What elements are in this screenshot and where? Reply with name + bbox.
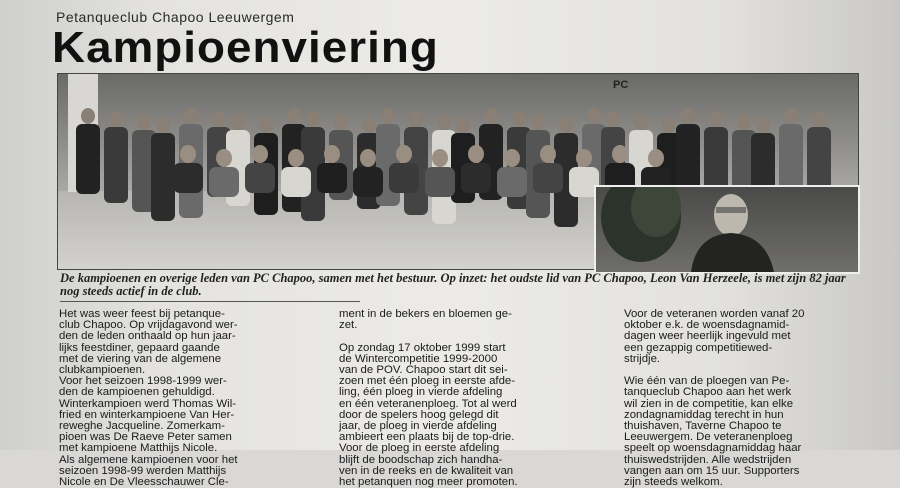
article-headline: Kampioenviering	[52, 23, 439, 72]
inset-portrait-photo	[594, 185, 860, 274]
article-column-2: ment in de bekers en bloemen ge- zet. Op zondag 17 oktober 1999 start de Wintercompetitie 1999-2000 van de POV. Chapoo start dit sei- zoen met één ploeg in eerste afde- ling, één ploeg in vierde afdeling en één veteranenploeg. Tot al werd door de spelers hoog gelegd dit jaar, de ploeg in vierde afdeling ambieert een plaats bij de top-drie. Voor de ploeg in eerste afdeling blijft de boodschap zich handha- ven in de reeks en de kwaliteit van het petanquen nog meer promoten.	[339, 308, 518, 488]
portrait-silhouette	[596, 187, 858, 272]
article-column-3: Voor de veteranen worden vanaf 20 oktober e.k. de woensdagnamid- dagen weer heerlijk ingevuld met een gezappig competitiewed- strijdje. Wie één van de ploegen van Pe- tanqueclub Chapoo aan het werk wil zien in de competitie, kan elke zondagnamiddag terecht in hun thuishaven, Taverne Chapoo te Leeuwergem. De veteranenploeg speelt op woensdagnamiddag haar thuiswedstrijden. Alle wedstrijden vangen aan om 15 uur. Supporters zijn steeds welkom.	[624, 308, 805, 488]
photo-caption: De kampioenen en overige leden van PC Chapoo, samen met het bestuur. Op inzet: het oudste lid van PC Chapoo, Leon Van Herzeele, is met zijn 82 jaar nog steeds actief in de club.	[60, 271, 846, 298]
club-logo: PC	[613, 79, 629, 91]
article-column-1: Het was weer feest bij petanque- club Chapoo. Op vrijdagavond wer- den de leden onthaald op hun jaar- lijks feestdiner, gepaard gaande met de viering van de algemene clubkampioenen. Voor het seizoen 1998-1999 wer- den de kampioenen gehuldigd. Winterkampioen werd Thomas Wil- fried en winterkampioene Van Her- reweghe Jacqueline. Zomerkam- pioen was De Raeve Peter samen met kampioene Matthijs Nicole. Als algemene kampioenen voor het seizoen 1998-99 werden Matthijs Nicole en De Vleesschauwer Cle-	[59, 308, 238, 488]
divider-rule	[60, 301, 360, 302]
article-kicker: Petanqueclub Chapoo Leeuwergem	[56, 9, 295, 25]
